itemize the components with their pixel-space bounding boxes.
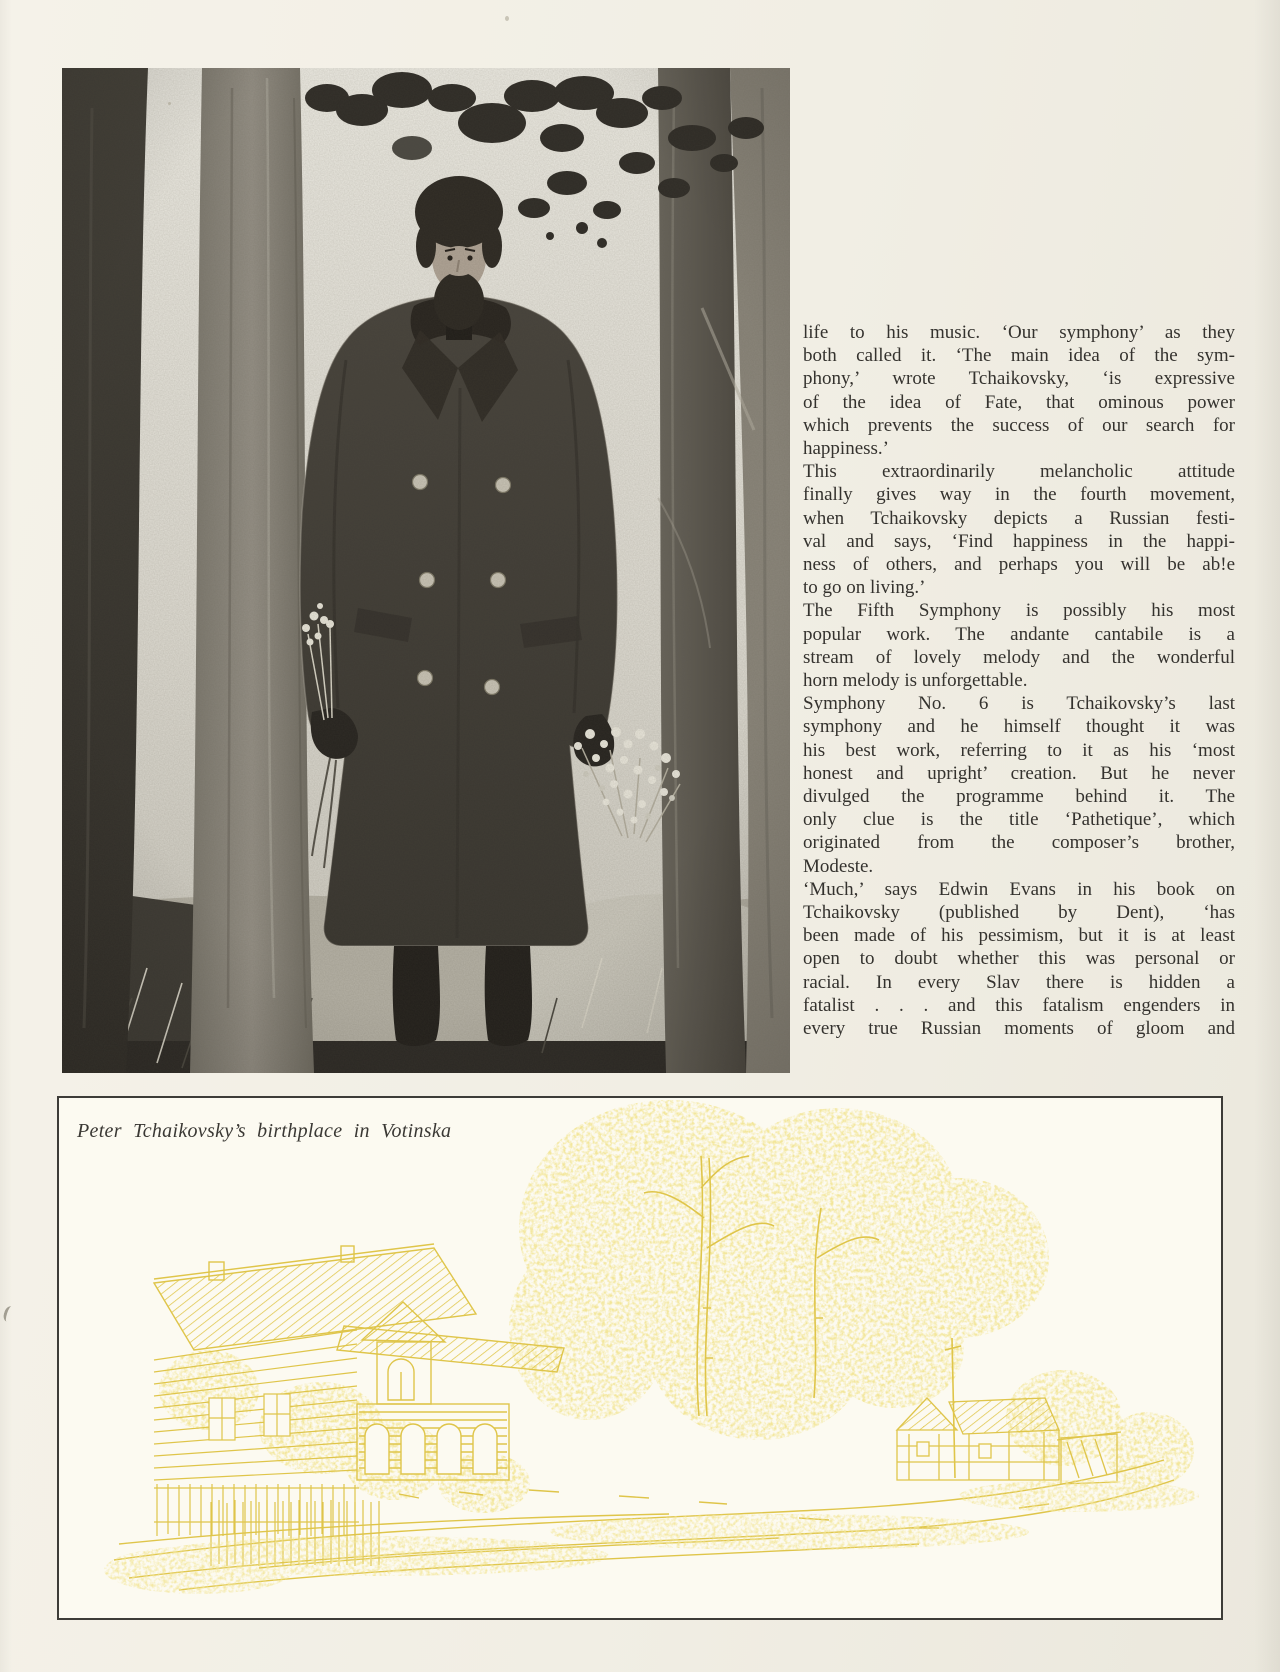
text-line: happiness.’ [803,438,890,460]
text-line: life to his music. ‘Our symphony’ as they [803,322,1235,343]
text-line: val and says, ‘Find happiness in the happi- [803,530,1235,552]
text-line: phony,’ wrote Tchaikovsky, ‘is expressive [803,368,1235,390]
text-line: when Tchaikovsky depicts a Russian festi- [803,507,1235,529]
photo-man-with-flowers [62,68,790,1073]
text-line: The Fifth Symphony is possibly his most [803,600,1235,622]
text-line: only clue is the title ‘Pathetique’, which [803,809,1235,831]
birthplace-drawing [59,1098,1221,1618]
illustration-box [57,1096,1223,1620]
text-line: finally gives way in the fourth movement, [803,484,1235,506]
text-line: popular work. The andante cantabile is a [803,623,1235,645]
text-line: Tchaikovsky (published by Dent), ‘has [803,902,1235,924]
text-line: horn melody is unforgettable. [803,670,1028,692]
text-line: which prevents the success of our search for [803,414,1235,436]
text-line: ‘Much,’ says Edwin Evans in his book on [803,878,1235,900]
text-line: honest and upright’ creation. But he never [803,762,1235,784]
drawing-road-shading [104,1480,1199,1594]
text-line: This extraordinarily melancholic attitude [803,461,1235,483]
text-line: originated from the composer’s brother, [803,832,1235,854]
text-line: stream of lovely melody and the wonderful [803,646,1235,668]
text-line: Symphony No. 6 is Tchaikovsky’s last [803,693,1235,715]
text-line: ness of others, and perhaps you will be ab!e [803,554,1235,576]
photo-illustration [62,68,790,1073]
text-line: racial. In every Slav there is hidden a [803,971,1235,993]
page-blemish [2,1305,16,1323]
text-line: his best work, referring to it as his ‘most [803,739,1235,761]
text-line: open to doubt whether this was personal or [803,948,1235,970]
text-line: been made of his pessimism, but it is at least [803,925,1235,947]
text-line: to go on living.’ [803,577,926,599]
text-line: divulged the programme behind it. The [803,786,1235,808]
article-text-column [803,321,1235,1040]
illustration-caption: Peter Tchaikovsky’s birthplace in Votinska [77,1120,452,1142]
text-line: both called it. ‘The main idea of the sym- [803,345,1235,367]
text-line: fatalist . . . and this fatalism engenders in [803,994,1235,1016]
text-line: every true Russian moments of gloom and [803,1018,1235,1040]
photo-grain [62,68,790,1073]
text-line: Modeste. [803,855,874,877]
page-speck [168,102,171,105]
text-line: of the idea of Fate, that ominous power [803,391,1235,413]
text-line: symphony and he himself thought it was [803,716,1235,738]
page-speck [505,16,509,21]
